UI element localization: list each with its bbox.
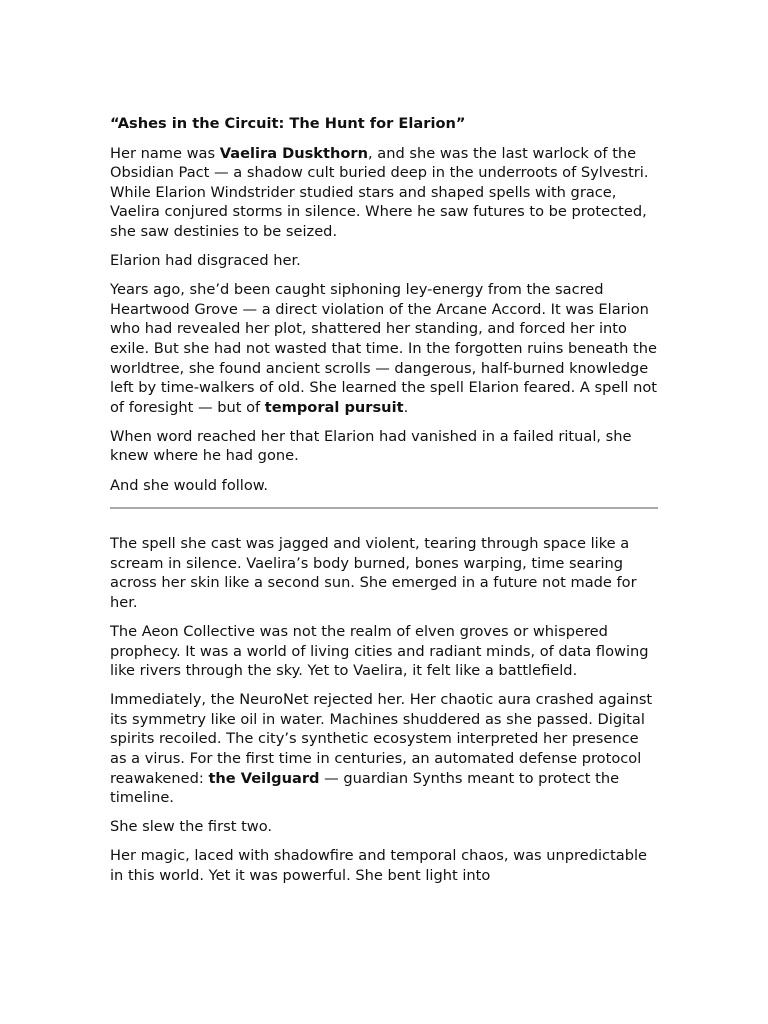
story-title: “Ashes in the Circuit: The Hunt for Elarion”	[110, 115, 466, 132]
paragraph-text: .	[403, 398, 409, 416]
paragraph-text: Years ago, she’d been caught siphoning ley-energy from the sacred Heartwood Grove — a direct violation of the Arcane Accord. It was Elarion who had revealed her plot, shattered her standing, and forced her into exile. But she had not wasted that time. In the forgotten ruins beneath the worldtree, she found ancient scrolls — dangerous, half-burned knowledge left by time-walkers of old. She learned the spell Elarion feared. A spell not of foresight — but of	[110, 281, 657, 416]
paragraph	[110, 144, 658, 242]
paragraph-text: Immediately, the NeuroNet rejected her. Her chaotic aura crashed against its symmetry like oil in water. Machines shuddered as she passed. Digital spirits recoiled. The city’s synthetic ecosystem interpreted her presence as a virus. For the first time in centuries, an automated defense protocol reawakened:	[110, 691, 653, 787]
paragraph-text: Her name was	[110, 144, 220, 162]
bold-name: Vaelira Duskthorn	[219, 144, 368, 162]
paragraph: She slew the first two.	[110, 818, 273, 836]
paragraph: The Aeon Collective was not the realm of elven groves or whispered prophecy. It was a world of living cities and radiant minds, of data flowing like rivers through the sky. Yet to Vaelira, it felt like a battlefield.	[110, 622, 649, 680]
bold-phrase: temporal pursuit	[264, 398, 404, 416]
paragraph	[110, 280, 658, 417]
paragraph: And she would follow.	[110, 476, 269, 494]
paragraph: When word reached her that Elarion had vanished in a failed ritual, she knew where he had gone.	[110, 427, 632, 465]
document-page	[110, 114, 658, 895]
paragraph: Her magic, laced with shadowfire and temporal chaos, was unpredictable in this world. Yet it was powerful. She bent light into	[110, 847, 647, 884]
paragraph: Elarion had disgraced her.	[110, 252, 301, 270]
paragraph: The spell she cast was jagged and violent, tearing through space like a scream in silence. Vaelira’s body burned, bones warping, time searing across her skin like a second sun. She emerged in a future not made for her.	[110, 535, 637, 611]
paragraph-text: , and she was the last warlock of the Obsidian Pact — a shadow cult buried deep in the underroots of Sylvestri. While Elarion Windstrider studied stars and shaped spells with grace, Vaelira conjured storms in silence. Where he saw futures to be protected, she saw destinies to be seized.	[110, 144, 649, 240]
section-divider	[110, 507, 658, 509]
paragraph	[110, 690, 658, 808]
paragraph-text: — guardian Synths meant to protect the timeline.	[110, 769, 620, 807]
bold-phrase: the Veilguard	[208, 769, 320, 787]
